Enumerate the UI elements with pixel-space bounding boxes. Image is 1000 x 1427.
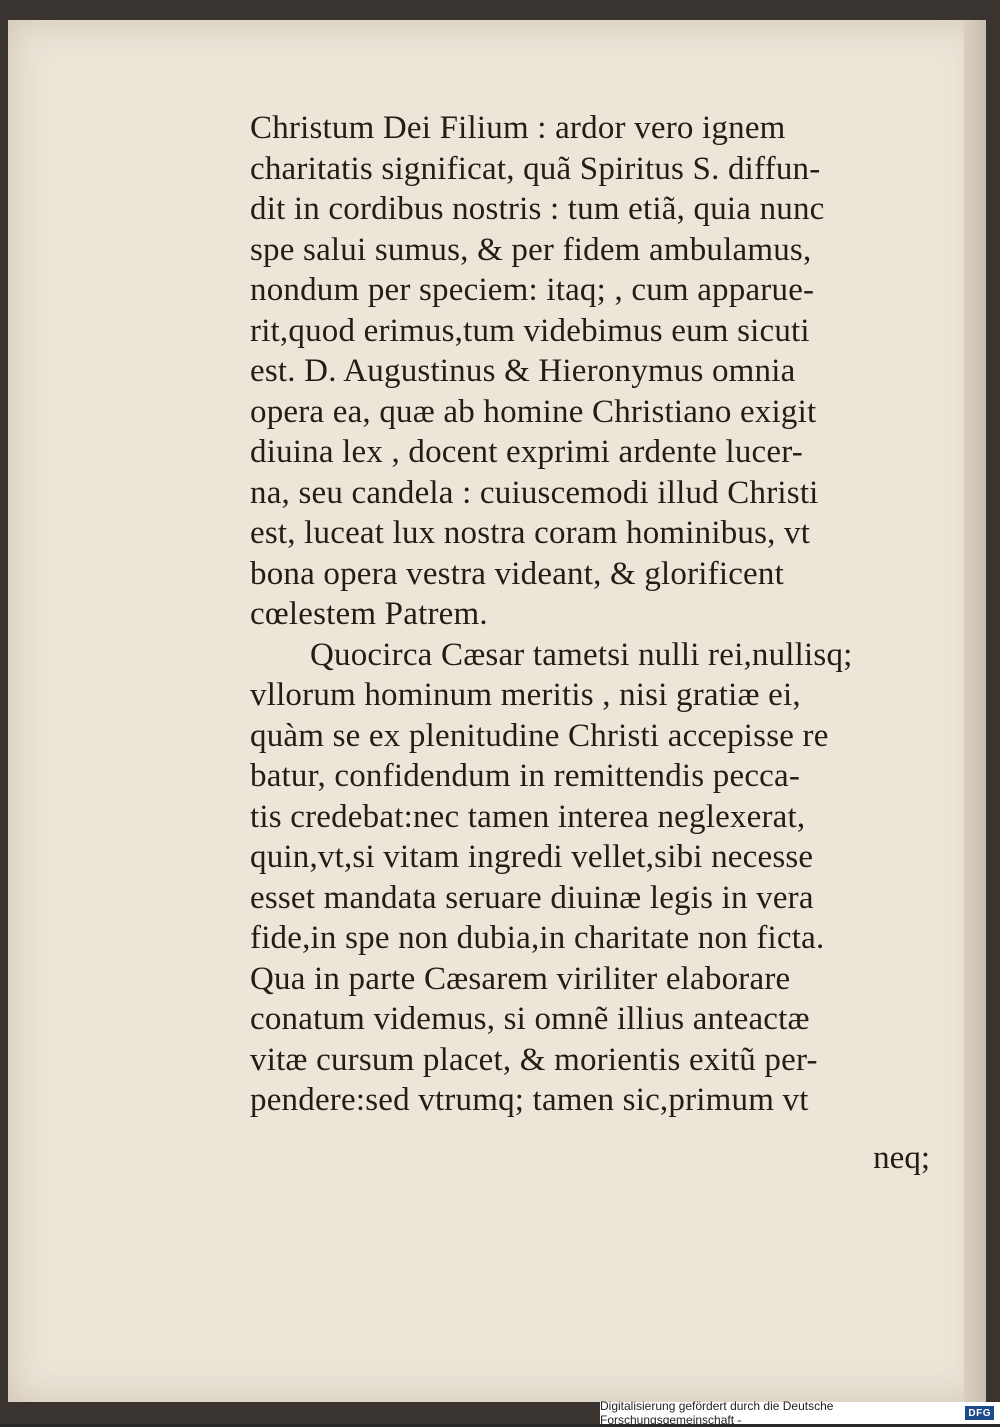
text-line: pendere:sed vtrumq; tamen sic,primum vt	[250, 1082, 809, 1118]
text-line: esset mandata seruare diuinæ legis in vera	[250, 879, 814, 916]
text-line: diuina lex , docent exprimi ardente lucer-	[250, 434, 803, 470]
catchword: neq;	[873, 1140, 930, 1176]
text-line: conatum videmus, si omnẽ illius anteactæ	[250, 1001, 810, 1037]
text-line: vllorum hominum meritis , nisi gratiæ ei,	[250, 677, 801, 713]
text-line: est, luceat lux nostra coram hominibus, vt	[250, 515, 811, 551]
text-line: na, seu candela : cuiuscemodi illud Christi	[250, 474, 819, 511]
text-line: vitæ cursum placet, & morientis exitũ per-	[250, 1041, 818, 1078]
text-line: cœlestem Patrem.	[250, 596, 488, 632]
text-line: Qua in parte Cæsarem viriliter elaborare	[250, 960, 791, 997]
page-text-block	[250, 108, 930, 1121]
text-line: est. D. Augustinus & Hieronymus omnia	[250, 353, 796, 389]
page-edge	[964, 20, 986, 1402]
text-line: rit,quod erimus,tum videbimus eum sicuti	[250, 312, 810, 349]
text-line: tis credebat:nec tamen interea neglexerat,	[250, 798, 806, 835]
dfg-logo: DFG	[965, 1406, 994, 1420]
text-line: batur, confidendum in remittendis pecca-	[250, 758, 801, 794]
text-line: opera ea, quæ ab homine Christiano exigit	[250, 393, 817, 430]
text-line: charitatis significat, quã Spiritus S. diffun-	[250, 150, 821, 187]
text-line: Quocirca Cæsar tametsi nulli rei,nullisq;	[310, 636, 853, 673]
footer-credit-text: Digitalisierung gefördert durch die Deutsche Forschungsgemeinschaft -	[600, 1399, 834, 1427]
text-line: Christum Dei Filium : ardor vero ignem	[250, 110, 786, 146]
digitization-footer	[600, 1399, 1000, 1427]
text-line: fide,in spe non dubia,in charitate non ficta.	[250, 920, 825, 956]
text-line: quin,vt,si vitam ingredi vellet,sibi necesse	[250, 839, 814, 875]
text-line: dit in cordibus nostris : tum etiã, quia nunc	[250, 191, 825, 227]
text-line: nondum per speciem: itaq; , cum apparue-	[250, 272, 815, 308]
text-line: spe salui sumus, & per fidem ambulamus,	[250, 231, 812, 268]
text-line: quàm se ex plenitudine Christi accepisse re	[250, 717, 829, 754]
text-line: bona opera vestra videant, & glorificent	[250, 555, 784, 592]
